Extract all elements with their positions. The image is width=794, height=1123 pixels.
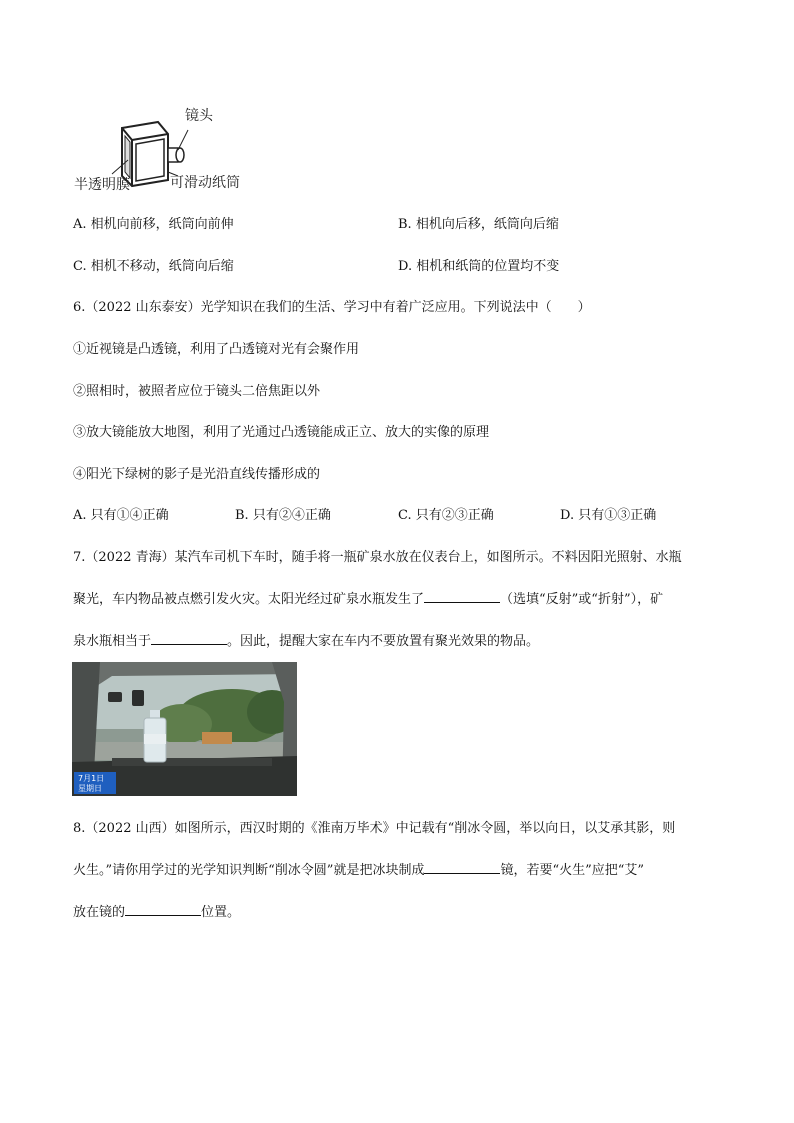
q6-option-a: A. 只有①④正确	[73, 508, 169, 523]
q7-blank-2[interactable]	[151, 630, 227, 645]
q6-statement-4: ④阳光下绿树的影子是光沿直线传播形成的	[73, 467, 321, 482]
q5-option-b: B. 相机向后移，纸筒向后缩	[398, 217, 559, 232]
q7-photo-date: 7月1日	[78, 774, 105, 783]
q8-line-2	[73, 859, 644, 878]
q7-line-2-text-b: （选填“反射”或“折射”），矿	[500, 592, 664, 607]
q5-option-d: D. 相机和纸筒的位置均不变	[398, 259, 560, 274]
q5-option-a: A. 相机向前移，纸筒向前伸	[73, 217, 234, 232]
q7-line-3-text-b: 。因此，提醒大家在车内不要放置有聚光效果的物品。	[227, 634, 540, 649]
q8-line-3-text-a: 放在镜的	[73, 905, 126, 920]
q6-statement-3: ③放大镜能放大地图，利用了光通过凸透镜能成正立、放大的实像的原理	[73, 425, 490, 440]
label-film: 半透明膜	[74, 177, 130, 193]
q7-line-3-text-a: 泉水瓶相当于	[73, 634, 152, 649]
q6-option-b: B. 只有②④正确	[235, 508, 331, 523]
q6-option-d: D. 只有①③正确	[560, 508, 657, 523]
q8-line-3-text-b: 位置。	[201, 905, 241, 920]
q7-car-photo	[72, 662, 297, 796]
q7-line-2-text-a: 聚光，车内物品被点燃引发火灾。太阳光经过矿泉水瓶发生了	[73, 592, 425, 607]
q7-line-2	[73, 588, 663, 607]
label-lens: 镜头	[185, 108, 213, 124]
q8-line-3	[73, 901, 240, 920]
q8-line-2-text-b: 镜，若要“火生”应把“艾”	[500, 863, 645, 878]
q6-statement-2: ②照相时，被照者应位于镜头二倍焦距以外	[73, 384, 321, 399]
q7-line-3	[73, 630, 539, 649]
q8-blank-2[interactable]	[125, 901, 201, 916]
q7-photo-day: 星期日	[78, 784, 102, 793]
q6-stem: 6.（2022 山东泰安）光学知识在我们的生活、学习中有着广泛应用。下列说法中（ ）	[73, 300, 591, 315]
q8-line-2-text-a: 火生。”请你用学过的光学知识判断“削冰令圆”就是把冰块制成	[73, 863, 425, 878]
label-tube: 可滑动纸筒	[170, 175, 240, 191]
q6-option-c: C. 只有②③正确	[398, 508, 494, 523]
q6-statement-1: ①近视镜是凸透镜，利用了凸透镜对光有会聚作用	[73, 342, 360, 357]
q5-option-c: C. 相机不移动，纸筒向后缩	[73, 259, 234, 274]
q7-line-1: 7.（2022 青海）某汽车司机下车时，随手将一瓶矿泉水放在仪表台上，如图所示。不料因阳光照射、水瓶	[73, 550, 682, 565]
q7-blank-1[interactable]	[424, 588, 500, 603]
q8-blank-1[interactable]	[424, 859, 500, 874]
q8-line-1: 8.（2022 山西）如图所示，西汉时期的《淮南万毕术》中记载有“削冰令圆，举以向日，以艾承其影，则	[73, 821, 676, 836]
